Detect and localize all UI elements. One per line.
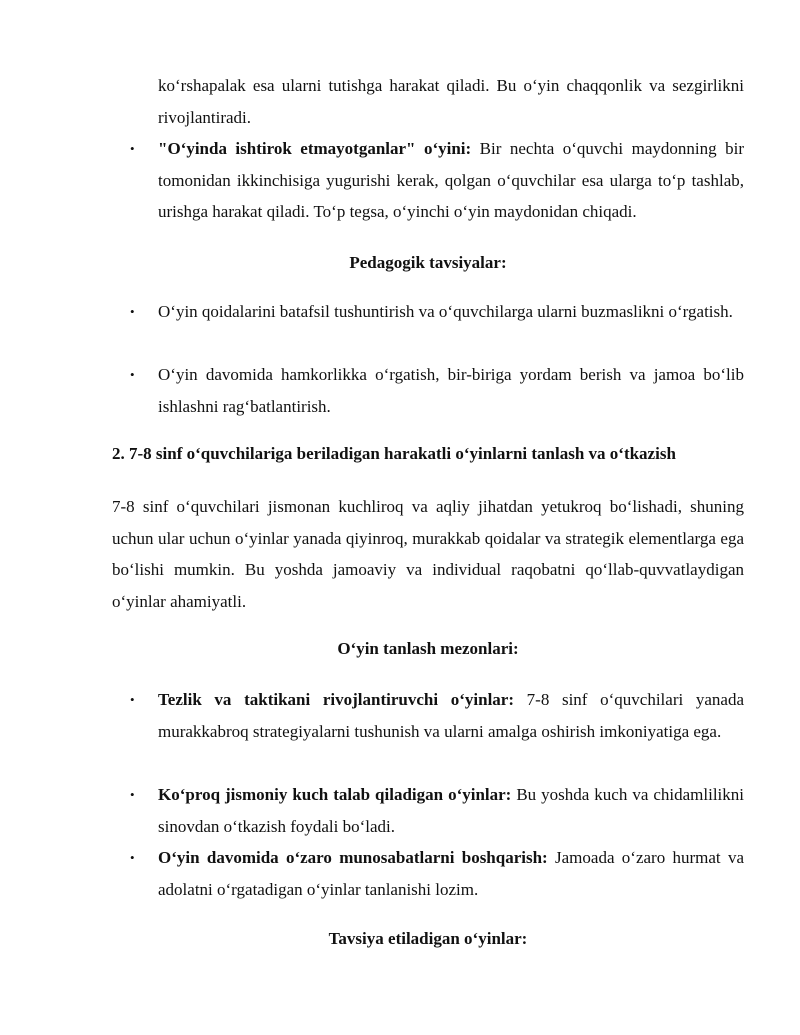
section-heading: 2. 7-8 sinf o‘quvchilariga beriladigan harakatli o‘yinlarni tanlash va o‘tkazish (112, 444, 676, 463)
list-item-text: O‘yin qoidalarini batafsil tushuntirish va o‘quvchilarga ularni buzmaslikni o‘rgatish. (158, 302, 733, 321)
list-item-bold: "O‘yinda ishtirok etmayotganlar" o‘yini: (158, 139, 472, 158)
list-item-criteria-2 (130, 779, 745, 842)
list-item-bold: Ko‘proq jismoniy kuch talab qiladigan o‘yinlar: (158, 785, 512, 804)
bullet-icon: • (130, 141, 135, 156)
list-item-bold: O‘yin davomida o‘zaro munosabatlarni boshqarish: (158, 848, 548, 867)
heading-criteria: O‘yin tanlash mezonlari: (337, 639, 519, 658)
list-item-text: Bu yoshda kuch va chidamlilikni sinovdan o‘tkazish foydali bo‘ladi. (158, 785, 745, 836)
bullet-icon: • (130, 787, 135, 802)
heading-recommended: Tavsiya etiladigan o‘yinlar: (328, 929, 528, 948)
list-item-criteria-3 (130, 842, 744, 905)
bullet-icon: • (130, 850, 135, 865)
bullet-icon: • (130, 692, 135, 707)
list-item-text: Jamoada o‘zaro hurmat va adolatni o‘rgatadigan o‘yinlar tanlanishi lozim. (158, 848, 744, 899)
list-item-bold: Tezlik va taktikani rivojlantiruvchi o‘yinlar: (158, 690, 514, 709)
list-item-pedagogical-2 (130, 359, 744, 422)
list-item-text: Bir nechta o‘quvchi maydonning bir tomonidan ikkinchisiga yugurishi kerak, qolgan o‘quvchilar esa ularga to‘p tashlab, urishga harakat qiladi. To‘p tegsa, o‘yinchi o‘yin maydonidan chiqadi. (158, 139, 744, 221)
list-item-criteria-1 (130, 684, 744, 747)
list-item-text: 7-8 sinf o‘quvchilari yanada murakkabroq strategiyalarni tushunish va ularni amalga oshirish imkoniyatiga ega. (158, 690, 744, 741)
bullet-icon: • (130, 367, 135, 382)
bullet-icon: • (130, 304, 135, 319)
continuation-text: ko‘rshapalak esa ularni tutishga harakat qiladi. Bu o‘yin chaqqonlik va sezgirlikni rivojlantiradi. (158, 76, 744, 127)
list-item-pedagogical-1 (130, 296, 744, 328)
list-item-text: O‘yin davomida hamkorlikka o‘rgatish, bir-biriga yordam berish va jamoa bo‘lib ishlashni rag‘batlantirish. (158, 365, 744, 416)
heading-pedagogical: Pedagogik tavsiyalar: (349, 253, 507, 272)
list-item-game (130, 133, 744, 228)
section-paragraph: 7-8 sinf o‘quvchilari jismonan kuchliroq va aqliy jihatdan yetukroq bo‘lishadi, shuning uchun ular uchun o‘yinlar yanada qiyinroq, murakkab qoidalar va strategik elementlarga ega bo‘lishi mumkin. Bu yoshda jamoaviy va individual raqobatni qo‘llab-quvvatlaydigan o‘yinlar ahamiyatli. (112, 497, 744, 611)
